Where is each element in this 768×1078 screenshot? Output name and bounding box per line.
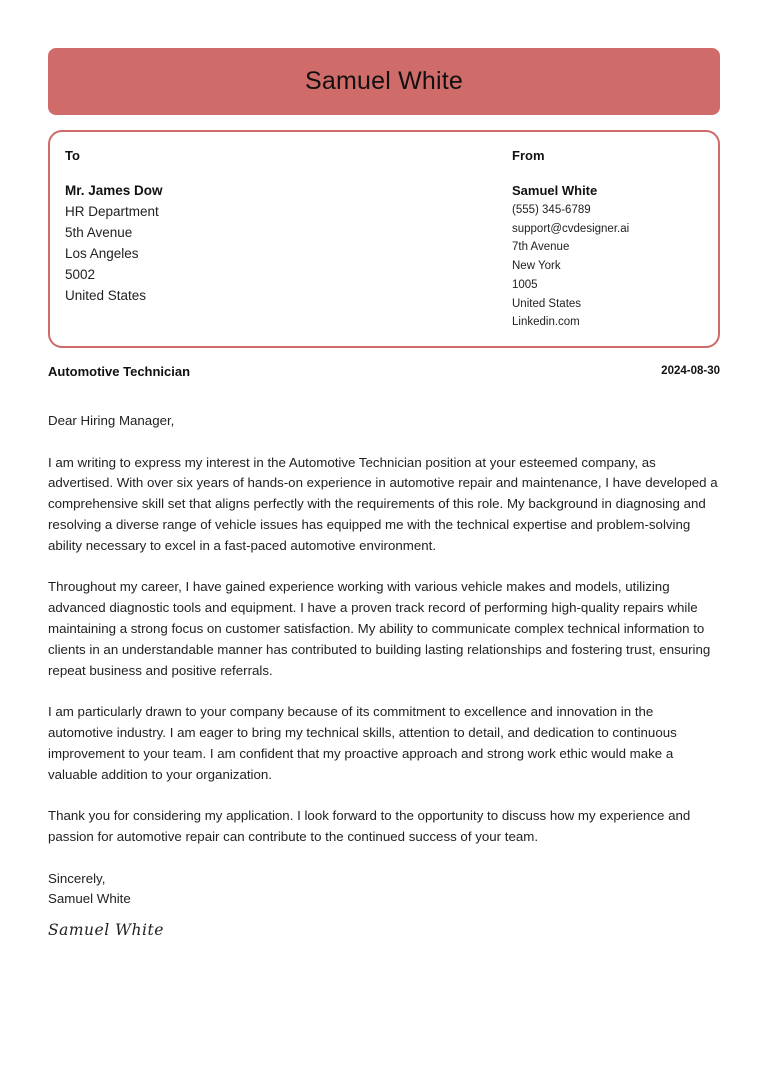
recipient-block bbox=[65, 148, 163, 306]
closing: Sincerely, bbox=[48, 870, 106, 886]
recipient-street: 5th Avenue bbox=[65, 225, 133, 240]
recipient-postal-code: 5002 bbox=[65, 267, 96, 282]
sender-country: United States bbox=[512, 297, 582, 310]
recipient-country: United States bbox=[65, 288, 147, 303]
sender-email: support@cvdesigner.ai bbox=[512, 222, 630, 235]
body-paragraph: I am writing to express my interest in the Automotive Technician position at your esteemed company, as advertised. With over six years of hands-on experience in automotive repair and maintenance, I have developed a comprehensive skill set that aligns perfectly with the requirements of this role. My background in diagnosing and resolving a diverse range of vehicle issues has equipped me with the technical expertise and problem-solving ability necessary to excel in a fast-paced automotive environment. bbox=[48, 454, 718, 553]
position-title: Automotive Technician bbox=[48, 364, 191, 379]
recipient-department: HR Department bbox=[65, 204, 159, 219]
letter-date: 2024-08-30 bbox=[661, 365, 720, 377]
signature: Samuel White bbox=[48, 921, 164, 940]
body-paragraph: I am particularly drawn to your company because of its commitment to excellence and innovation in the automotive industry. I am eager to bring my technical skills, attention to detail, and dedication to continuous improvement to your team. I am confident that my proactive approach and strong work ethic would make a valuable addition to your organization. bbox=[48, 704, 677, 782]
sender-street: 7th Avenue bbox=[512, 241, 570, 254]
sender-linkedin: Linkedin.com bbox=[512, 316, 580, 329]
sender-block bbox=[512, 148, 629, 332]
sender-city: New York bbox=[512, 260, 561, 273]
sender-label: From bbox=[512, 148, 545, 163]
sender-name: Samuel White bbox=[512, 183, 598, 198]
address-box bbox=[48, 130, 720, 348]
letter-body bbox=[48, 411, 722, 941]
applicant-name: Samuel White bbox=[304, 67, 463, 95]
body-paragraph: Throughout my career, I have gained experience working with various vehicle makes and models, utilizing advanced diagnostic tools and equipment. I have a proven track record of performing high-quality repairs while maintaining a strong focus on customer satisfaction. My ability to communicate complex technical information to clients in an understandable manner has contributed to building lasting relationships and fostering trust, ensuring repeat business and positive referrals. bbox=[48, 579, 711, 678]
recipient-label: To bbox=[65, 148, 80, 163]
salutation: Dear Hiring Manager, bbox=[48, 413, 175, 428]
body-paragraph: Thank you for considering my application. I look forward to the opportunity to discuss how my experience and passion for automotive repair can contribute to the continued success of your team. bbox=[48, 808, 691, 844]
closing-name: Samuel White bbox=[48, 891, 131, 907]
recipient-name: Mr. James Dow bbox=[65, 183, 163, 198]
sender-phone: (555) 345-6789 bbox=[512, 204, 591, 216]
recipient-city: Los Angeles bbox=[65, 246, 139, 261]
sender-postal-code: 1005 bbox=[512, 278, 538, 291]
subject-row bbox=[48, 364, 720, 379]
header-band bbox=[48, 48, 720, 115]
